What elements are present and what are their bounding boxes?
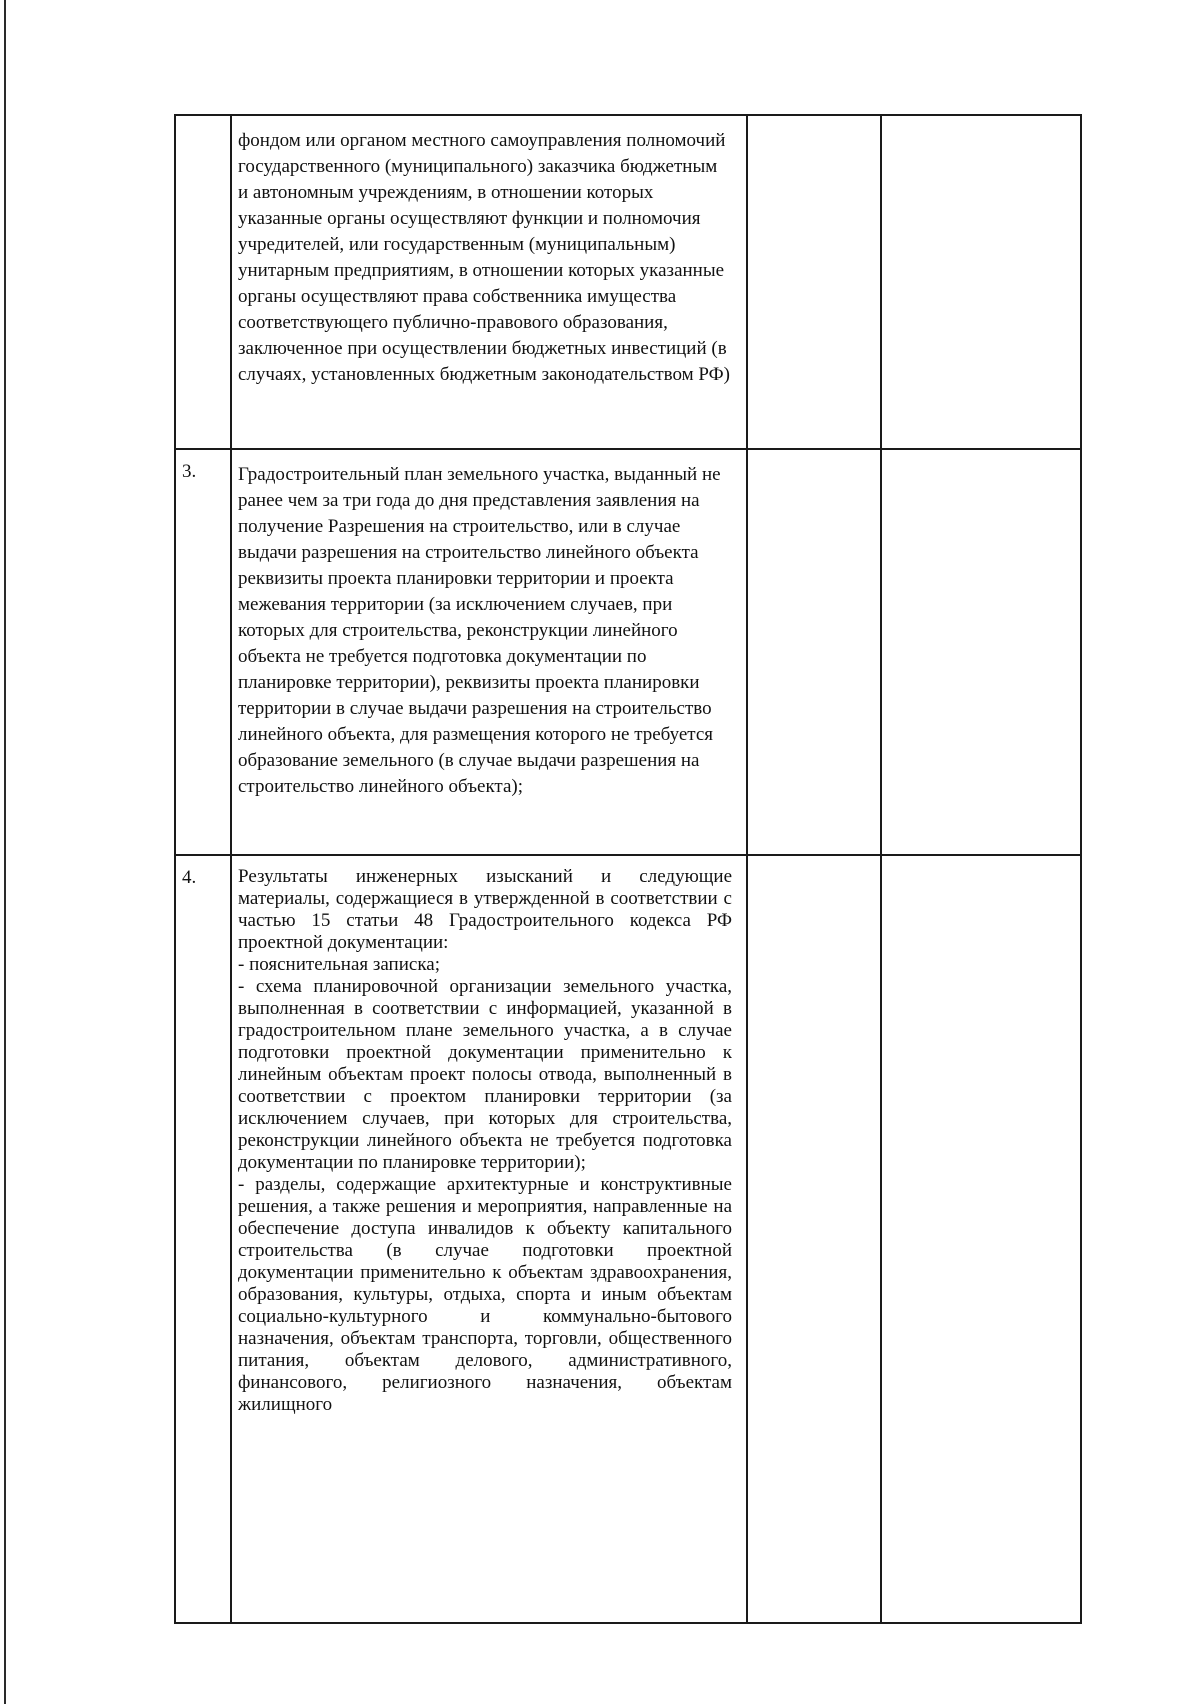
row-number: 3. xyxy=(182,461,197,482)
empty-cell xyxy=(747,855,881,1623)
paragraph: - разделы, содержащие архитектурные и конструктивные решения, а также решения и мероприятия, направленные на обеспечение доступа инвалидов к объекту капитального строительства (в случае подготовки проектной документации применительно к объектам здравоохранения, образования, культуры, отдыха, спорта и иным объектам социально-культурного и коммунально-бытового назначения, объектам транспорта, торговли, общественного питания, объектам делового, административного, финансового, религиозного назначения, объектам жилищного xyxy=(238,1174,732,1415)
row-text-cell xyxy=(231,449,747,855)
row-text: фондом или органом местного самоуправления полномочий государственного (муниципального) заказчика бюджетным и автономным учреждениям, в отношении которых указанные органы осуществляют функции и полномочия учредителей, или государственным (муниципальным) унитарным предприятиям, в отношении которых указанные органы осуществляют права собственника имущества соответствующего публично-правового образования, заключенное при осуществлении бюджетных инвестиций (в случаях, установленных бюджетным законодательством РФ) xyxy=(238,130,730,385)
paragraph: - схема планировочной организации земельного участка, выполненная в соответствии с информацией, указанной в градостроительном плане земельного участка, а в случае подготовки проектной документации применительно к линейным объектам проект полосы отвода, выполненный в соответствии с проектом планировки территории (за исключением случаев, при которых для строительства, реконструкции линейного объекта не требуется подготовка документации по планировке территории); xyxy=(238,976,732,1173)
paragraph: - пояснительная записка; xyxy=(238,954,440,975)
empty-cell xyxy=(881,115,1081,449)
table-row xyxy=(175,855,1081,1623)
row-text-cell xyxy=(231,115,747,449)
row-number-cell xyxy=(175,115,231,449)
document-table xyxy=(174,114,1082,1624)
paragraph: Результаты инженерных изысканий и следующие материалы, содержащиеся в утвержденной в соответствии с частью 15 статьи 48 Градостроительного кодекса РФ проектной документации: xyxy=(238,866,732,953)
row-text: Градостроительный план земельного участка, выданный не ранее чем за три года до дня представления заявления на получение Разрешения на строительство, или в случае выдачи разрешения на строительство линейного объекта реквизиты проекта планировки территории и проекта межевания территории (за исключением случаев, при которых для строительства, реконструкции линейного объекта не требуется подготовка документации по планировке территории), реквизиты проекта планировки территории в случае выдачи разрешения на строительство линейного объекта, для размещения которого не требуется образование земельного (в случае выдачи разрешения на строительство линейного объекта); xyxy=(238,464,721,797)
scan-edge-line xyxy=(4,0,6,1704)
table-row xyxy=(175,115,1081,449)
row-number-cell xyxy=(175,855,231,1623)
empty-cell xyxy=(747,449,881,855)
row-number: 4. xyxy=(182,867,197,888)
row-number xyxy=(176,116,230,126)
row-text xyxy=(232,856,746,1424)
row-number-cell xyxy=(175,449,231,855)
table-row xyxy=(175,449,1081,855)
empty-cell xyxy=(881,449,1081,855)
empty-cell xyxy=(881,855,1081,1623)
row-text-cell xyxy=(231,855,747,1623)
empty-cell xyxy=(747,115,881,449)
